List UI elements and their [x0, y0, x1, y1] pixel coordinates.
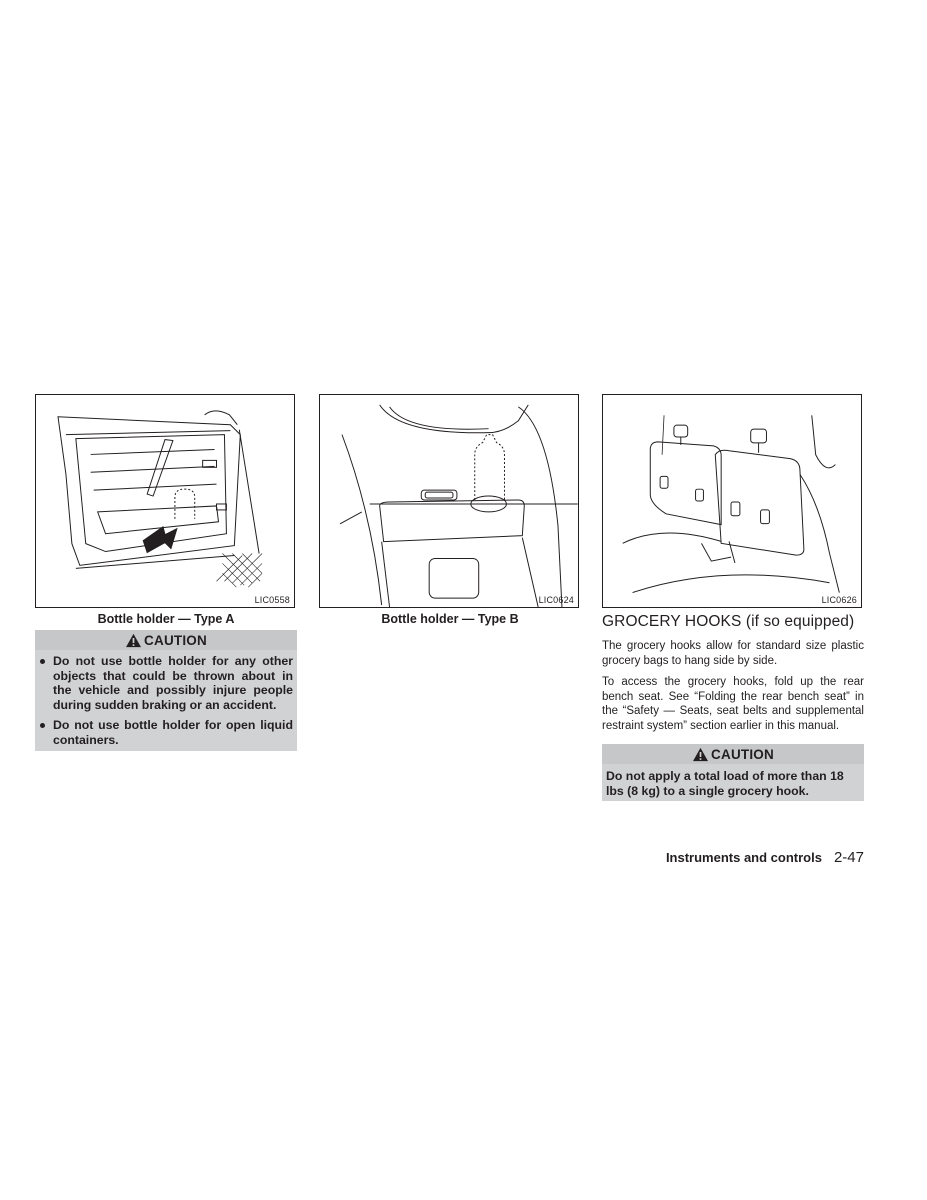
caution-item: Do not use bottle holder for any other objects that could be thrown about in the vehicle and possibly injure people during sudden braking or an accident.: [53, 654, 293, 712]
figure-code: LIC0626: [821, 595, 857, 605]
section-title-suffix: (if so equipped): [745, 613, 855, 630]
figure-bottle-holder-type-b: [319, 394, 579, 608]
bottle-holder-caution-box: [35, 630, 297, 751]
caution-text: Do not apply a total load of more than 18 lbs (8 kg) to a single grocery hook.: [606, 769, 844, 798]
section-title: [602, 613, 854, 631]
figure-caption-type-a: Bottle holder — Type A: [97, 612, 235, 626]
grocery-paragraph-2: To access the grocery hooks, fold up the rear bench seat. See “Folding the rear bench seat” in the “Safety — Seats, seat belts and supplemental restraint system” section earlier in this manual.: [602, 676, 864, 732]
warning-triangle-icon: [125, 633, 142, 648]
figure-code: LIC0558: [254, 595, 290, 605]
console-illustration: [320, 395, 578, 607]
rear-seat-illustration: [603, 395, 861, 607]
figure-code: LIC0624: [538, 595, 574, 605]
page-footer: [666, 849, 864, 866]
page-number: 2-47: [833, 849, 864, 866]
grocery-caution-box: [602, 744, 864, 801]
caution-label: CAUTION: [144, 632, 207, 648]
caution-heading: [602, 744, 864, 764]
footer-section-name: Instruments and controls: [665, 850, 822, 865]
caution-list: [35, 650, 297, 757]
grocery-paragraph-1: The grocery hooks allow for standard size plastic grocery bags to hang side by side.: [602, 640, 864, 667]
section-title-main: GROCERY HOOKS: [602, 613, 742, 630]
warning-triangle-icon: [692, 747, 709, 762]
figure-caption-type-b: Bottle holder — Type B: [381, 612, 519, 626]
figure-bottle-holder-type-a: [35, 394, 295, 608]
figure-grocery-hooks: [602, 394, 862, 608]
caution-item: Do not use bottle holder for open liquid containers.: [53, 718, 293, 747]
caution-label: CAUTION: [711, 746, 774, 762]
door-panel-illustration: [36, 395, 294, 607]
caution-heading: [35, 630, 297, 650]
